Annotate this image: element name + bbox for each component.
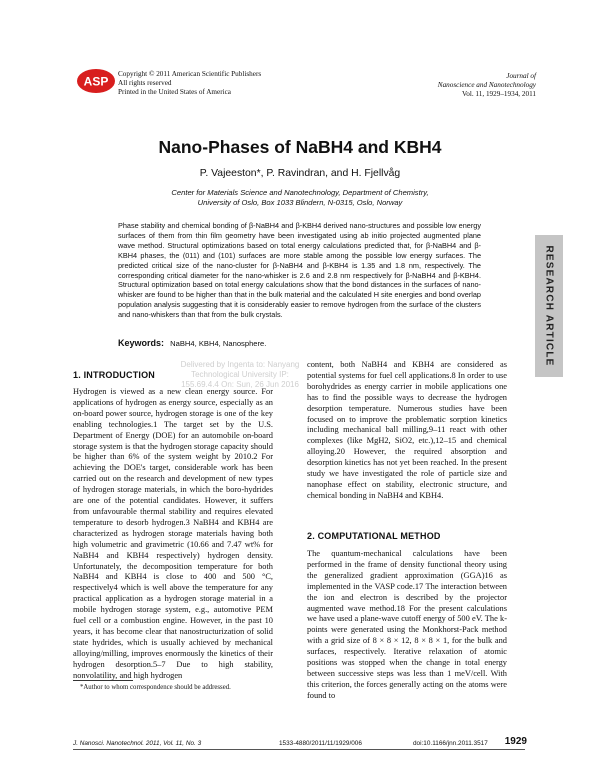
computational-method-column	[307, 549, 507, 702]
volume-line: Vol. 11, 1929–1934, 2011	[461, 90, 536, 98]
journal-line-1: Journal of	[506, 72, 536, 80]
affiliation-line-2: University of Oslo, Box 1033 Blindern, N-0315, Oslo, Norway	[197, 198, 403, 207]
introduction-heading: 1. INTRODUCTION	[73, 370, 156, 380]
copyright-block	[118, 70, 261, 97]
footer-issn: 1533-4880/2011/11/1929/006	[279, 740, 362, 747]
abstract: Phase stability and chemical bonding of β-NaBH4 and β-KBH4 derived nano-structures and possible low energy surfaces of them from thin film geometry have been investigated using ab initio projected augmented plane wave method. Structural optimizations based on total energy calculations predicted that, for β-NaBH4 and β-KBH4 phases, the (011) and (101) surfaces are more stable among the possible low energy surfaces. The predicted critical size of the nano-cluster for β-NaBH4 and β-KBH4 is 1.35 and 1.8 nm, respectively. The corresponding critical diameter for the nano-whisker is 2.6 and 2.8 nm respectively for β-NaBH4 and β-KBH4. Structural optimization based on total energy calculations show that the bond distances in the surfaces of nano-whisker are found to be higher than that in the bulk material and the calculated H site energies and bond overlap population analysis suggesting that it is considerably easier to remove hydrogen from the surface of the clusters and nano-whiskers than that from the bulk crystals.	[118, 221, 481, 320]
right-column	[307, 360, 507, 502]
journal-line-2: Nanoscience and Nanotechnology	[437, 81, 536, 89]
introduction-continuation: content, both NaBH4 and KBH4 are considered as potential systems for fuel cell applications.8 In order to use borohydrides as energy carrier in mobile applications one has to find the possible ways to decrease the hydrogen desorption temperature. Numerous studies have been focused on to improve the problematic sorption kinetics including mechanical ball milling,9–11 react with other complexes (like MgH2, SiO2, etc.),12–15 and chemical alloying.20 However, the required absorption and desorption kinetics has not yet been reached. In the present study we have investigated the role of particle size and nanophase effect on stability, electronic structure, and chemical bonding in NaBH4 and KBH4.	[307, 360, 507, 500]
introduction-text: Hydrogen is viewed as a new clean energy source. For applications of hydrogen as energy source, especially as an on-board power source, hydrogen storage is one of the key enabling technologies.1 The target set by the U.S. Department of Energy (DOE) for an automobile on-board storage system is that the hydrogen storage capacity should be higher than 6% of the system weight by 2010.2 For achieving the DOE's target, considerable work has been carried out on the research and development of new types of hydrogen storage materials, in which the boro-hydrides are one of the potential candidates. However, it suffers from unfavourable thermal stability and requires elevated temperature to desorb hydrogen.3 NaBH4 and KBH4 are characterized as hydrogen storage materials having both high volumetric and gravimetric (10.66 and 7.47 wt% for NaBH4 and KBH4 respectively) hydrogen density. Unfortunately, the decomposition temperature for both NaBH4 and KBH4 is close to 400 and 500 °C, respectively4 which is well above the temperature for any practical application as a hydrogen storage material in a mobile hydrogen storage system, e.g., automotive PEM fuel cell or a combustion engine. However, in the past 10 years, it has become clear that nanostructurization of solid state hydrides, which is usually achieved by mechanical alloying/milling, improves enormously the kinetics of their hydrogen desorption.5–7 Due to high stability, nonvolatility, and high hydrogen	[73, 387, 273, 680]
paper-title: Nano-Phases of NaBH4 and KBH4	[158, 137, 442, 157]
asp-logo	[76, 68, 116, 94]
download-watermark: Delivered by Ingenta to: Nanyang Technological University IP: 155.69.4.4 On: Sun, 26 Jun 2016	[180, 360, 300, 389]
journal-block	[438, 72, 536, 99]
rights-line: All rights reserved	[118, 79, 172, 87]
affiliation-line-1: Center for Materials Science and Nanotechnology, Department of Chemistry,	[171, 188, 429, 197]
research-article-label: RESEARCH ARTICLE	[543, 245, 555, 367]
computational-method-text: The quantum-mechanical calculations have been performed in the frame of density functional theory using the generalized gradient approximation (GGA)16 as implemented in the VASP code.17 The interaction between the ion and electron is described by the projector augmented wave method.18 For the present calculations we have used a plane-wave cutoff energy of 500 eV. The k-points were generated using the Monkhorst-Pack method with a grid size of 8 × 8 × 12, 8 × 8 × 1, for the bulk and surfaces, respectively. Iterative relaxation of atomic positions was stopped when the change in total energy between successive steps was less than 1 meV/cell. With this criterion, the forces generally acting on the atoms were found to	[307, 549, 507, 700]
footer-doi: doi:10.1166/jnn.2011.3517	[413, 740, 488, 747]
author-list: P. Vajeeston*, P. Ravindran, and H. Fjellvåg	[199, 168, 401, 179]
research-article-tab	[535, 235, 563, 377]
asp-logo-text: ASP	[83, 74, 109, 89]
page-number: 1929	[504, 736, 527, 747]
footnote-rule	[73, 680, 133, 681]
keywords-list: NaBH4, KBH4, Nanosphere.	[170, 339, 267, 348]
printed-line: Printed in the United States of America	[118, 88, 231, 96]
keywords	[118, 338, 266, 348]
computational-method-heading: 2. COMPUTATIONAL METHOD	[307, 531, 441, 541]
copyright-line: Copyright © 2011 American Scientific Publishers	[118, 70, 262, 78]
footnote: *Author to whom correspondence should be addressed.	[80, 684, 231, 691]
affiliation	[0, 188, 600, 208]
footer-journal: J. Nanosci. Nanotechnol. 2011, Vol. 11, No. 3	[73, 740, 202, 747]
footer-rule	[73, 749, 525, 750]
keywords-label: Keywords:	[118, 338, 165, 348]
